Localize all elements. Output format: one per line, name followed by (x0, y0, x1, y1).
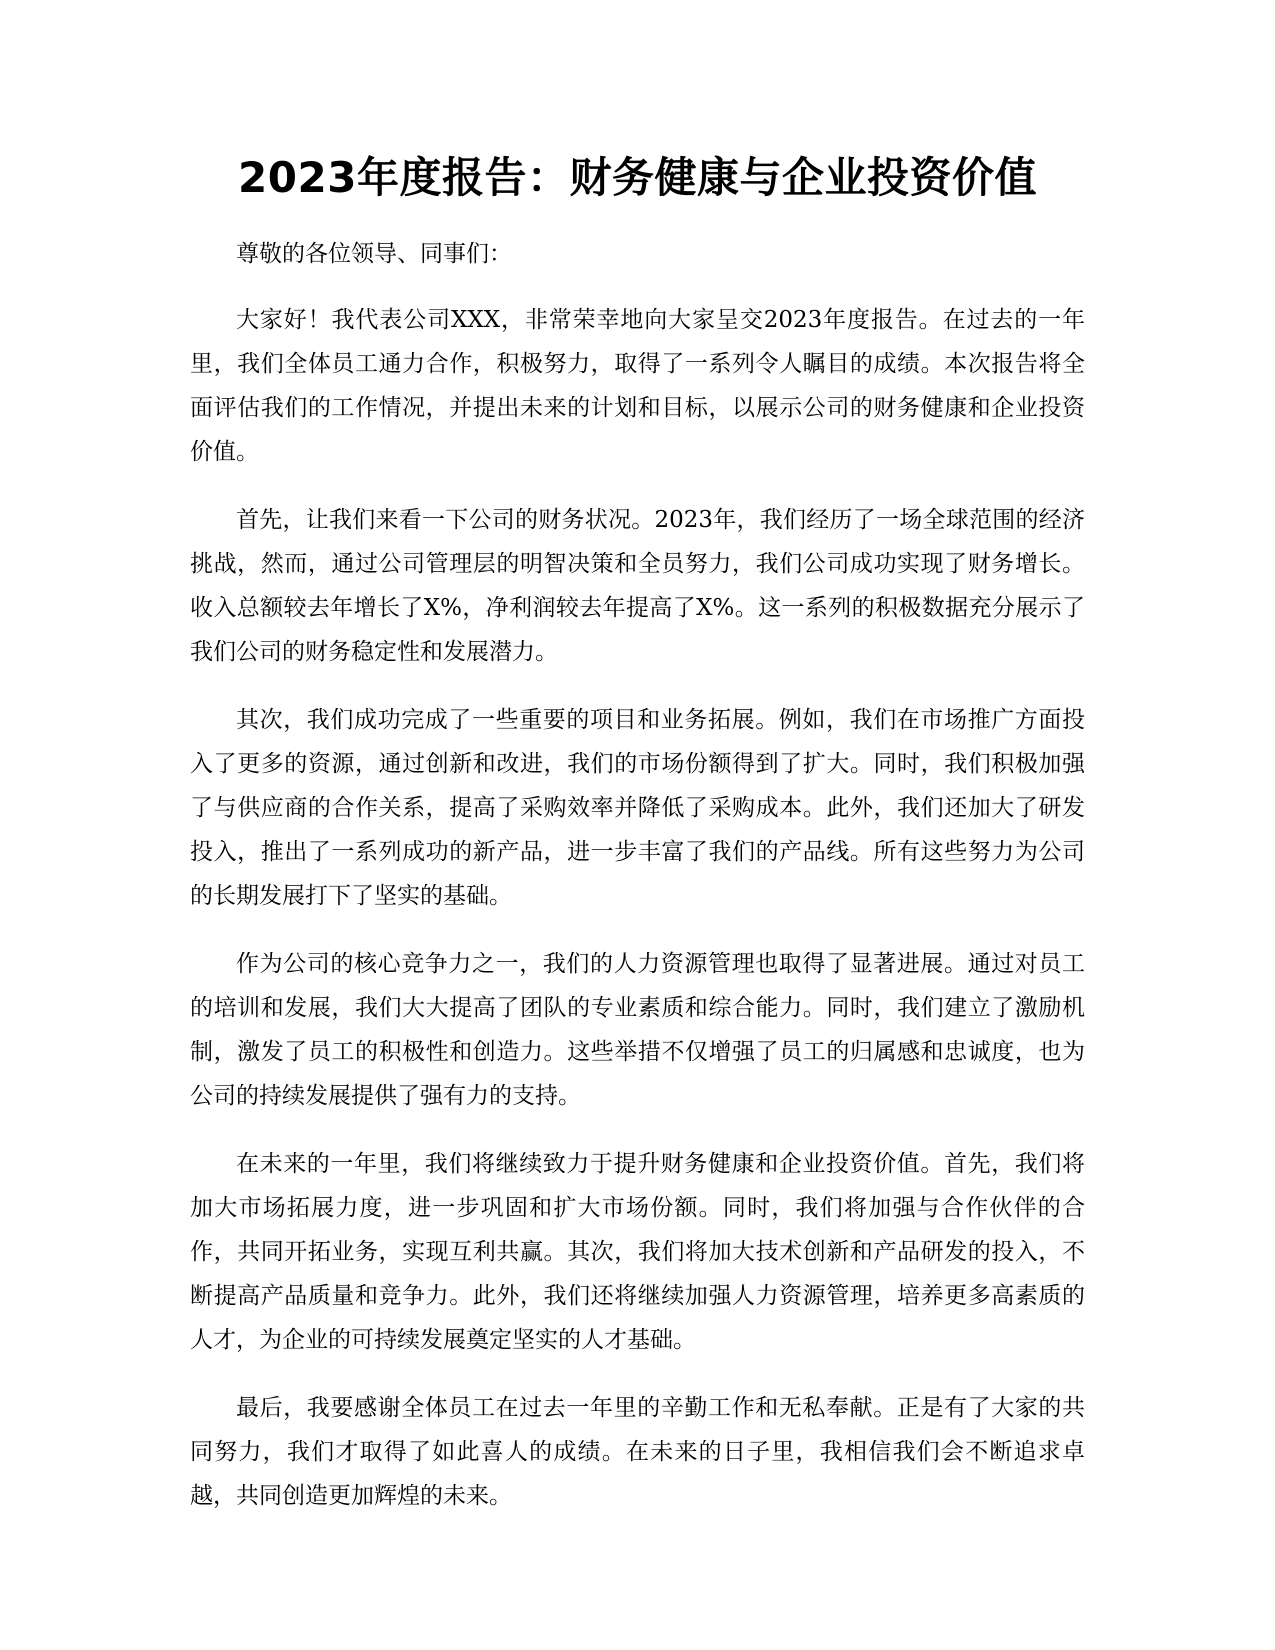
paragraph-intro: 大家好！我代表公司XXX，非常荣幸地向大家呈交2023年度报告。在过去的一年里，我们全体员工通力合作，积极努力，取得了一系列令人瞩目的成绩。本次报告将全面评估我们的工作情况，并提出未来的计划和目标，以展示公司的财务健康和企业投资价值。 (190, 307, 1085, 465)
document-title: 2023年度报告：财务健康与企业投资价值 (238, 153, 1037, 202)
paragraph-projects: 其次，我们成功完成了一些重要的项目和业务拓展。例如，我们在市场推广方面投入了更多的资源，通过创新和改进，我们的市场份额得到了扩大。同时，我们积极加强了与供应商的合作关系，提高了采购效率并降低了采购成本。此外，我们还加大了研发投入，推出了一系列成功的新产品，进一步丰富了我们的产品线。所有这些努力为公司的长期发展打下了坚实的基础。 (190, 707, 1085, 909)
paragraph-human-resources: 作为公司的核心竞争力之一，我们的人力资源管理也取得了显著进展。通过对员工的培训和发展，我们大大提高了团队的专业素质和综合能力。同时，我们建立了激励机制，激发了员工的积极性和创造力。这些举措不仅增强了员工的归属感和忠诚度，也为公司的持续发展提供了强有力的支持。 (190, 951, 1085, 1109)
paragraph-future-plans: 在未来的一年里，我们将继续致力于提升财务健康和企业投资价值。首先，我们将加大市场拓展力度，进一步巩固和扩大市场份额。同时，我们将加强与合作伙伴的合作，共同开拓业务，实现互利共赢。其次，我们将加大技术创新和产品研发的投入，不断提高产品质量和竞争力。此外，我们还将继续加强人力资源管理，培养更多高素质的人才，为企业的可持续发展奠定坚实的人才基础。 (190, 1151, 1085, 1353)
paragraph-closing: 最后，我要感谢全体员工在过去一年里的辛勤工作和无私奉献。正是有了大家的共同努力，我们才取得了如此喜人的成绩。在未来的日子里，我相信我们会不断追求卓越，共同创造更加辉煌的未来。 (190, 1395, 1085, 1509)
salutation: 尊敬的各位领导、同事们： (236, 241, 512, 267)
paragraph-financial-status: 首先，让我们来看一下公司的财务状况。2023年，我们经历了一场全球范围的经济挑战，然而，通过公司管理层的明智决策和全员努力，我们公司成功实现了财务增长。收入总额较去年增长了X%，净利润较去年提高了X%。这一系列的积极数据充分展示了我们公司的财务稳定性和发展潜力。 (190, 507, 1085, 665)
